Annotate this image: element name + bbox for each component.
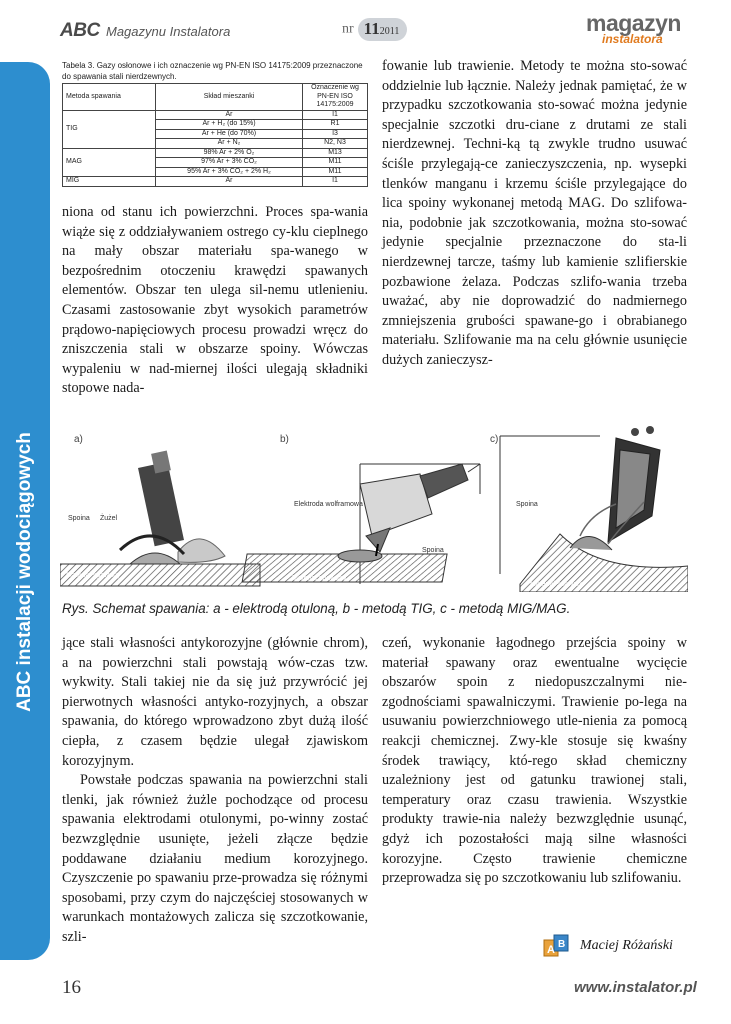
paragraph: niona od stanu ich powierzchni. Proces spa-wania wiąże się z oddziaływaniem ostrego cy-klu cieplnego na mały obszar materiału spa-wanego w bezpośrednim otoczeniu krawędzi spawanych elementów. Obszar ten ulega sil-nemu utlenieniu. Czasami zastosowanie zbyt wysokich parametrów prądowo-napięciowych procesu prowadzi wręcz do zniszczenia stali w obszarze spoiny. Wówczas wypaleniu w nad-miernej ilości ulegają składniki stopowe nada- xyxy=(62,204,368,397)
panel-c-mig-mag xyxy=(490,426,688,592)
label-material-c: Materiał spawany xyxy=(530,581,585,588)
table-cell-designation: M11 xyxy=(303,158,368,168)
table-cell-mixture: Ar xyxy=(156,177,303,187)
figure-caption: Rys. Schemat spawania: a - elektrodą otuloną, b - metodą TIG, c - metodą MIG/MAG. xyxy=(62,601,571,616)
author-abc-icon xyxy=(542,932,572,960)
paragraph: Powstałe podczas spawania na powierzchni stali tlenki, jak również żużle pochodzące od procesu spawania elektrodami otulonymi, po-winny zostać bezwzględnie usunięte, jeżeli złącze będzie poddawane działaniu medium korozyjnego. Czyszczenie po spawaniu prze-prowadza się różnymi sposobami, przy czym do najczęściej stosowanych w warunkach montażowych zalicza się szczotkowanie, szli- xyxy=(62,772,368,945)
section-title: ABC instalacji wodociągowych xyxy=(14,432,35,712)
logo-word-instalatora: instalatora xyxy=(602,32,663,46)
section-side-tab xyxy=(0,62,50,960)
issue-year: 2011 xyxy=(379,26,400,37)
page-number: 16 xyxy=(62,977,81,998)
table-cell-mixture: Ar xyxy=(156,110,303,120)
label-spoina-b: Spoina xyxy=(422,547,444,554)
panel-label-c: c) xyxy=(490,434,499,445)
text-column-1-bottom xyxy=(62,634,368,948)
welding-schematic-figure xyxy=(60,424,688,592)
table-header-row xyxy=(63,84,368,111)
shielding-gas-table xyxy=(62,83,368,187)
table-cell-designation: M13 xyxy=(303,148,368,158)
table-cell-designation: I3 xyxy=(303,129,368,139)
table-cell-mixture: 97% Ar + 3% CO₂ xyxy=(156,158,303,168)
table-row xyxy=(63,110,368,120)
website-url: www.instalator.pl xyxy=(574,979,697,996)
table-cell-designation: I1 xyxy=(303,110,368,120)
paragraph: jące stali własności antykorozyjne (głównie chrom), a na powierzchni stali powstają wów-czas tzw. wykwity. Stali takiej nie da się już przywrócić jej pierwotnych własności antyko-rozyjnych, a obszar spawania, do którego wprowadzono zbyt dużą ilość ciepła, z czasem będzie ulegał zjawiskom korozyjnym. xyxy=(62,635,368,769)
panel-b-tig xyxy=(242,434,480,584)
text-column-1-top xyxy=(62,203,368,399)
table-cell-designation: R1 xyxy=(303,120,368,130)
brand-abc: ABC xyxy=(60,20,100,41)
table-caption: Tabela 3. Gazy osłonowe i ich oznaczenie wg PN-EN ISO 14175:2009 przeznaczone do spawania stali nierdzewnych. xyxy=(62,61,363,81)
panel-label-b: b) xyxy=(280,434,289,445)
label-material-a: Materiał spawany xyxy=(66,572,121,579)
logo-word-magazyn: magazyn xyxy=(586,10,681,36)
label-material-b: Materiał spawany xyxy=(292,575,347,582)
svg-text:B: B xyxy=(558,939,566,950)
panel-a-shielded-electrode xyxy=(60,434,260,586)
paragraph: fowanie lub trawienie. Metody te można sto-sować oddzielnie lub łącznie. Należy jednak pamiętać, że w przypadku szczotkowania sto-sować można jedynie specjalnie szczotki dru-ciane z drutami ze stali nierdzewnej. Techni-ką tą zwykle trudno usuwać ściśle przylegają-ce zanieczyszczenia, np. wysepki tlenków manganu i krzemu ściśle przylegające do lica spoiny wykonanej metodą MAG. Do szlifowa-nia, podobnie jak szczotkowania, można sto-sować jedynie specjalnie przeznaczone do sta-li nierdzewnej tarcze, taśmy lub kamienie szlifierskie pozbawione żelaza. Podczas szlifo-wania trzeba uważać, aby nie doprowadzić do nadmiernego zmniejszenia grubości spawane-go i obrabianego materiału. Szlifowanie ma na celu głównie usunięcie dużych zanieczysz- xyxy=(382,58,687,368)
table-cell-mixture: Ar + He (do 70%) xyxy=(156,129,303,139)
text-column-2-bottom xyxy=(382,634,687,889)
label-spoina: Spoina xyxy=(68,515,90,522)
table-cell-method: MAG xyxy=(63,148,156,177)
table-header-method: Metoda spawania xyxy=(63,84,156,111)
label-zuzel: Żużel xyxy=(100,515,118,522)
table-cell-mixture: Ar + H₂ (do 15%) xyxy=(156,120,303,130)
issue-number xyxy=(342,18,407,41)
table-cell-method: TIG xyxy=(63,110,156,148)
issue-prefix: nr xyxy=(342,21,354,37)
svg-text:A: A xyxy=(547,944,555,956)
table-cell-method: MIG xyxy=(63,177,156,187)
table-row xyxy=(63,148,368,158)
panel-label-a: a) xyxy=(74,434,83,445)
table-cell-mixture: 98% Ar + 2% O₂ xyxy=(156,148,303,158)
text-column-2-top xyxy=(382,57,687,371)
welding-schematic-drawing xyxy=(60,424,688,592)
table-cell-mixture: 95% Ar + 3% CO₂ + 2% H₂ xyxy=(156,167,303,177)
table-header-mixture: Skład mieszanki xyxy=(156,84,303,111)
paragraph: czeń, wykonanie łagodnego przejścia spoiny w materiał spawany oraz ewentualne wycięcie obszarów spoin z niedopuszczalnymi nie-zgodnościami spawalniczymi. Trawienie po-lega na usuwaniu powierzchniowego utle-nienia za pomocą reakcji chemicznej. Zwy-kle stosuje się kwaśny środek trawiący, któ-rego skład chemiczny uzależniony jest od gatunku trawionej stali, temperatury oraz czasu trawienia. Wszystkie produkty trawie-nia należy bezwzględnie usunąć, gdyż ich pozostałości mają silne własności korozyjne. Często trawienie chemiczne przeprowadza się po szczotkowaniu lub szlifowaniu. xyxy=(382,635,687,887)
table-cell-designation: M11 xyxy=(303,167,368,177)
author-name: Maciej Różański xyxy=(580,938,673,953)
table-cell-designation: I1 xyxy=(303,177,368,187)
table-header-designation: Oznaczenie wg PN-EN ISO 14175:2009 xyxy=(303,84,368,111)
table-cell-designation: N2, N3 xyxy=(303,139,368,149)
magazine-name: Magazynu Instalatora xyxy=(106,24,231,39)
table-row xyxy=(63,177,368,187)
issue-number-value: 11 xyxy=(363,19,380,38)
magazyn-logo xyxy=(586,12,696,46)
label-elektroda-wolframowa: Elektroda wolframowa xyxy=(294,501,363,508)
label-spoina-c: Spoina xyxy=(516,501,538,508)
table-cell-mixture: Ar + N₂ xyxy=(156,139,303,149)
